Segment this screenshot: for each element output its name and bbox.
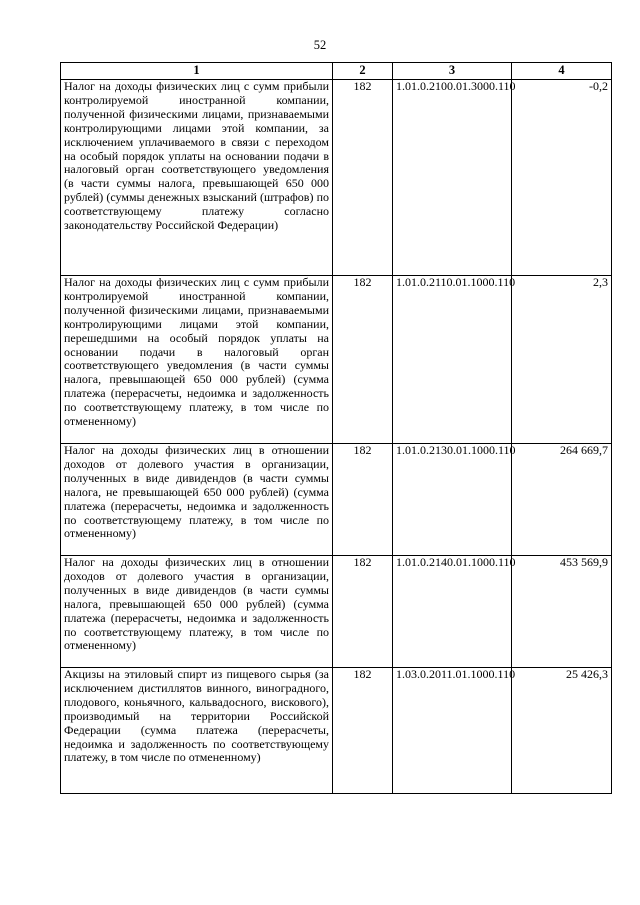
amount-value: 264 669,7 xyxy=(512,444,612,556)
revenue-description: Налог на доходы физических лиц в отношении доходов от долевого участия в организации, полученных в виде дивидендов (в части суммы налога, не превышающей 650 000 рублей) (сумма платежа (перерасчеты, недоимка и задолженность по соответствующему платежу, в том числе по отмененному) xyxy=(61,444,333,556)
budget-revenue-table xyxy=(60,62,612,794)
table-header-row xyxy=(61,63,612,80)
table-row xyxy=(61,444,612,556)
budget-classification-code: 1.01.0.2100.01.3000.110 xyxy=(393,80,512,276)
budget-classification-code: 1.01.0.2110.01.1000.110 xyxy=(393,276,512,444)
revenue-description: Налог на доходы физических лиц в отношении доходов от долевого участия в организации, полученных в виде дивидендов (в части суммы налога, превышающей 650 000 рублей) (сумма платежа (перерасчеты, недоимка и задолженность по соответствующему платежу, в том числе по отмененному) xyxy=(61,556,333,668)
administrator-code: 182 xyxy=(333,276,393,444)
revenue-description: Налог на доходы физических лиц с сумм прибыли контролируемой иностранной компании, полученной физическими лицами, признаваемыми контролирующими лицами этой компании, за исключением уплачиваемого в связи с переходом на особый порядок уплаты на основании подачи в налоговый орган соответствующего уведомления (в части суммы налога, превышающей 650 000 рублей) (суммы денежных взысканий (штрафов) по соответствующему платежу согласно законодательству Российской Федерации) xyxy=(61,80,333,276)
column-header-4: 4 xyxy=(512,63,612,80)
budget-classification-code: 1.01.0.2140.01.1000.110 xyxy=(393,556,512,668)
column-header-1: 1 xyxy=(61,63,333,80)
column-header-2: 2 xyxy=(333,63,393,80)
table-row xyxy=(61,276,612,444)
column-header-3: 3 xyxy=(393,63,512,80)
administrator-code: 182 xyxy=(333,556,393,668)
administrator-code: 182 xyxy=(333,444,393,556)
page-number: 52 xyxy=(313,38,327,52)
table-row xyxy=(61,556,612,668)
budget-classification-code: 1.01.0.2130.01.1000.110 xyxy=(393,444,512,556)
amount-value: 453 569,9 xyxy=(512,556,612,668)
amount-value: -0,2 xyxy=(512,80,612,276)
revenue-description: Налог на доходы физических лиц с сумм прибыли контролируемой иностранной компании, полученной физическими лицами, признаваемыми контролирующими лицами этой компании, перешедшими на особый порядок уплаты на основании подачи в налоговый орган соответствующего уведомления (в части суммы налога, превышающей 650 000 рублей) (сумма платежа (перерасчеты, недоимка и задолженность по соответствующему платежу, в том числе по отмененному) xyxy=(61,276,333,444)
table-row xyxy=(61,668,612,794)
amount-value: 2,3 xyxy=(512,276,612,444)
revenue-description: Акцизы на этиловый спирт из пищевого сырья (за исключением дистиллятов винного, виноградного, плодового, коньячного, кальвадосного, вискового), производимый на территории Российской Федерации (сумма платежа (перерасчеты, недоимка и задолженность по соответствующему платежу, в том числе по отмененному) xyxy=(61,668,333,794)
table-row xyxy=(61,80,612,276)
administrator-code: 182 xyxy=(333,668,393,794)
amount-value: 25 426,3 xyxy=(512,668,612,794)
administrator-code: 182 xyxy=(333,80,393,276)
budget-classification-code: 1.03.0.2011.01.1000.110 xyxy=(393,668,512,794)
